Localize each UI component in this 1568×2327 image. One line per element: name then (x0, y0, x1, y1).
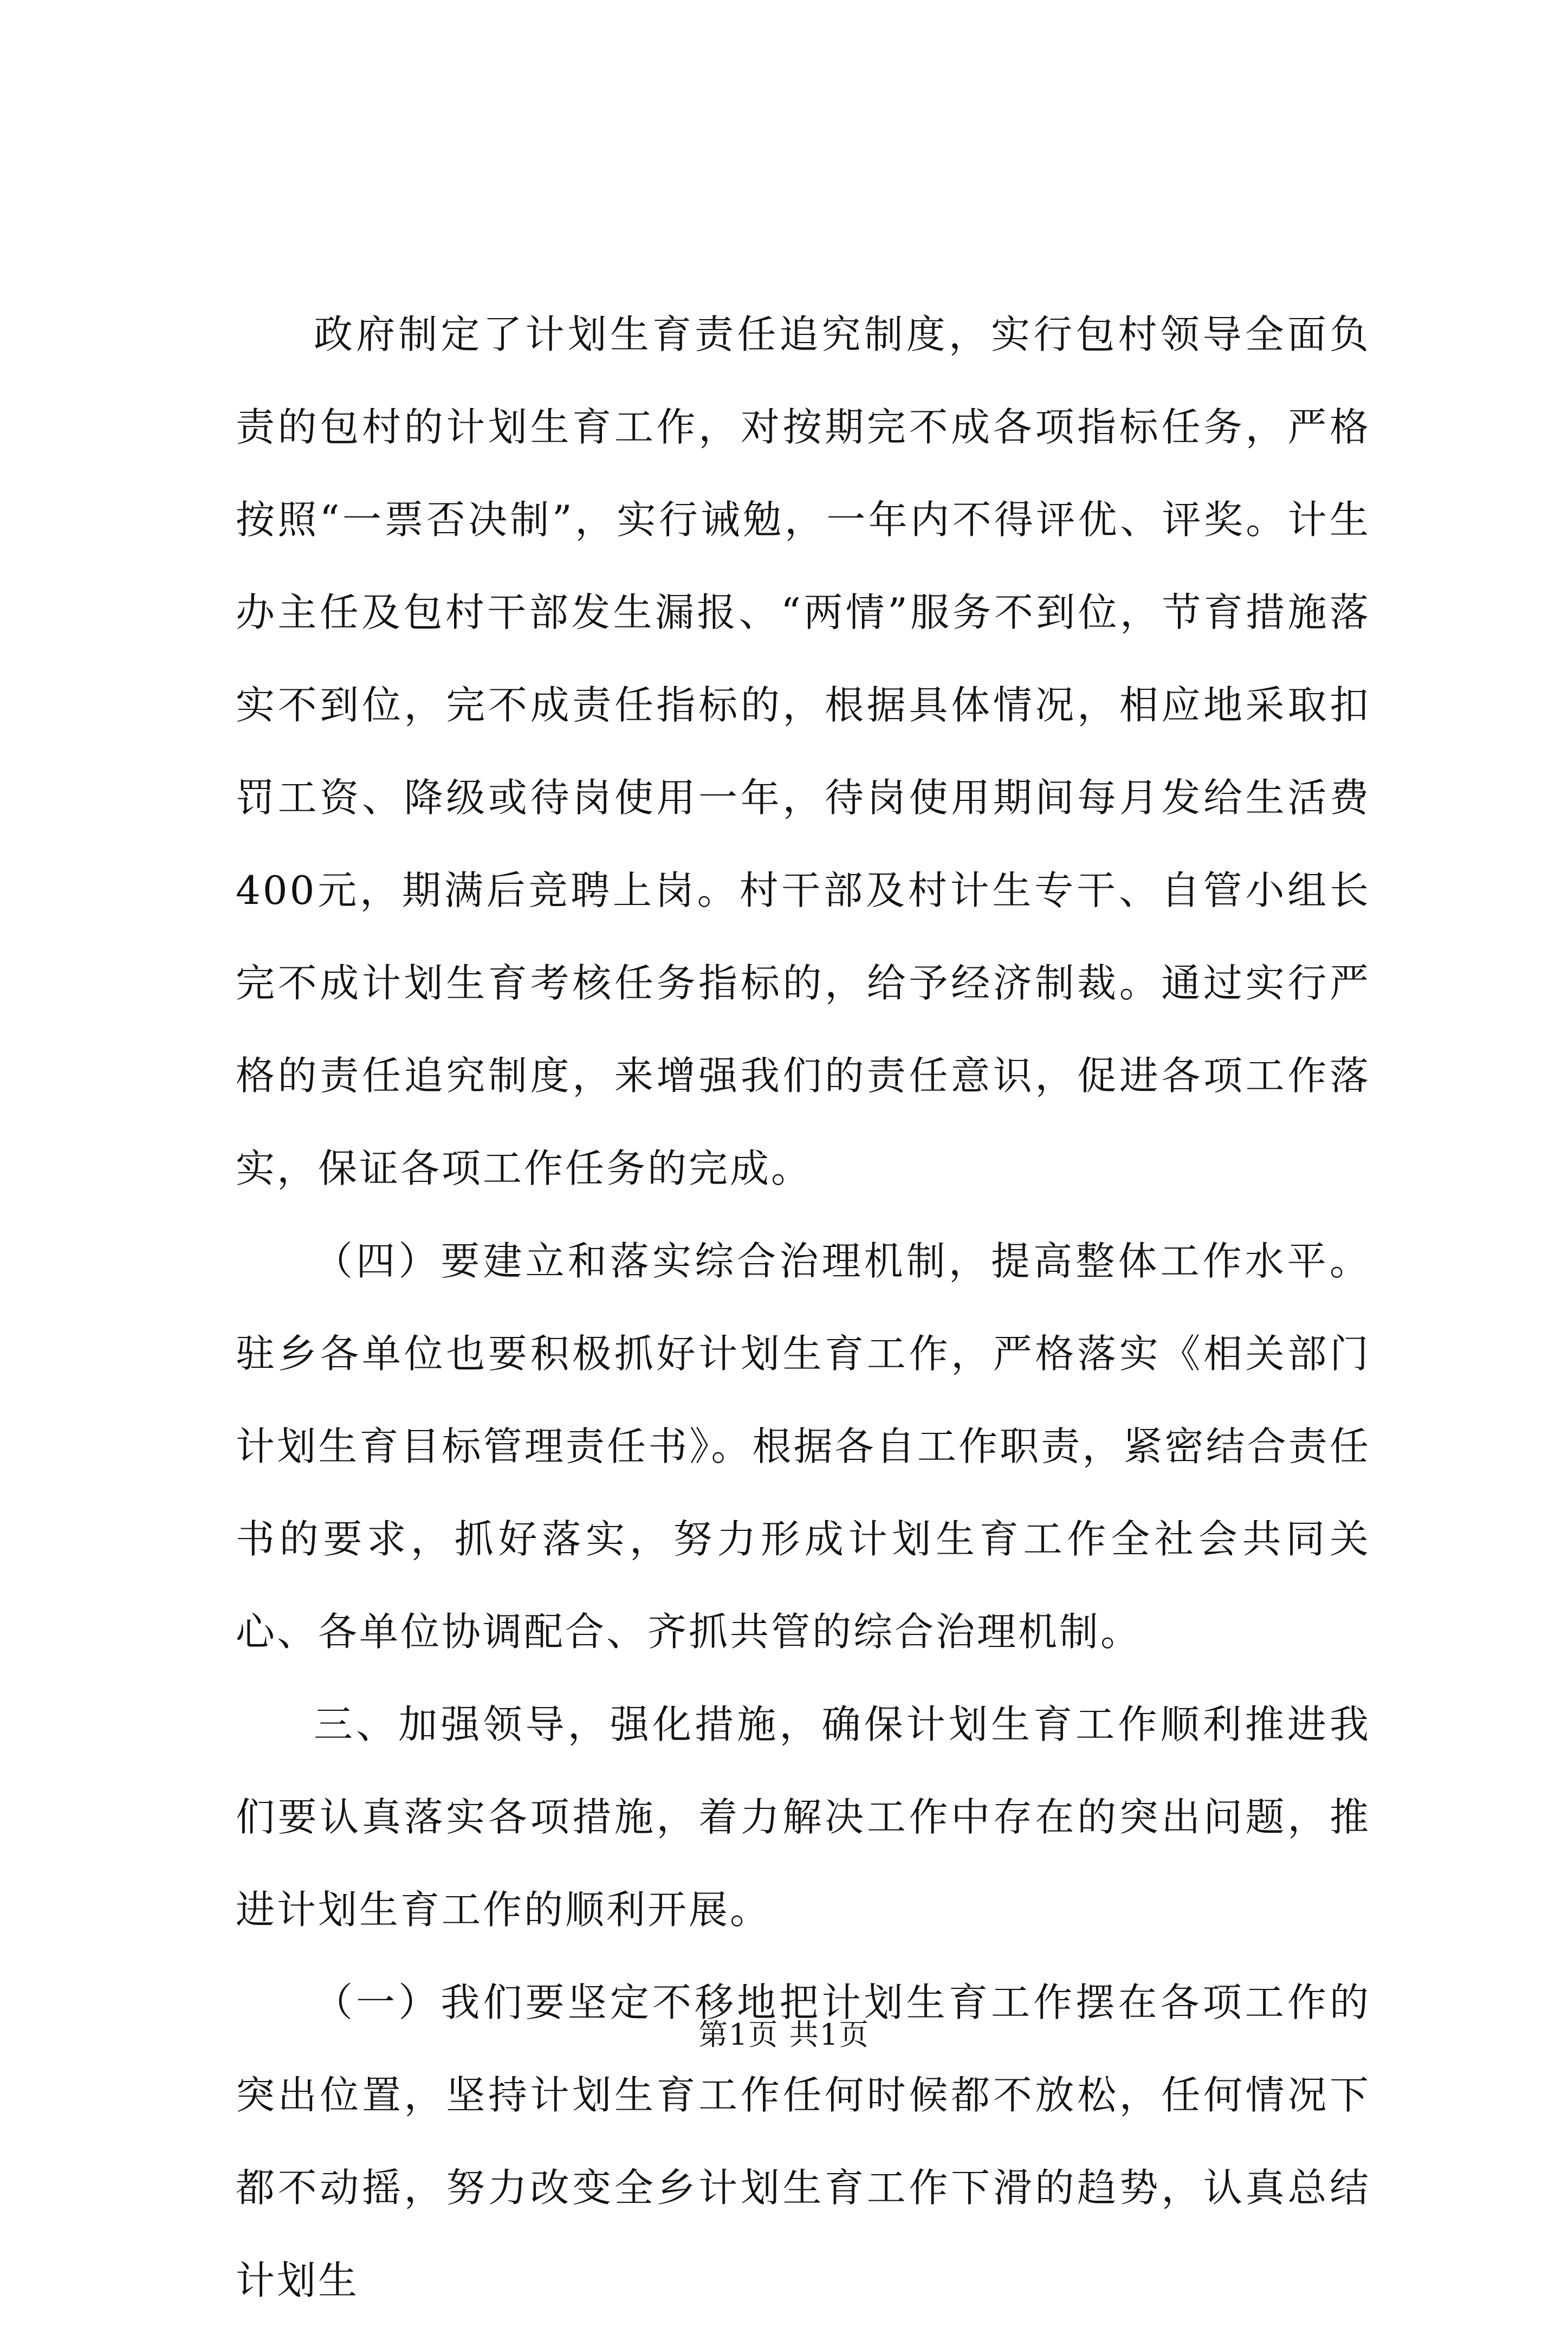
paragraph-responsibility-system: 政府制定了计划生育责任追究制度，实行包村领导全面负责的包村的计划生育工作，对按期完不成各项指标任务，严格按照“一票否决制”，实行诫勉，一年内不得评优、评奖。计生办主任及包村干部发生漏报、“两情”服务不到位，节育措施落实不到位，完不成责任指标的，根据具体情况，相应地采取扣罚工资、降级或待岗使用一年，待岗使用期间每月发给生活费400元，期满后竞聘上岗。村干部及村计生专干、自管小组长完不成计划生育考核任务指标的，给予经济制裁。通过实行严格的责任追究制度，来增强我们的责任意识，促进各项工作落实，保证各项工作任务的完成。 (236, 312, 1371, 1191)
page-number-footer: 第1页 共1页 (698, 2018, 870, 2052)
paragraph-item-one: （一）我们要坚定不移地把计划生育工作摆在各项工作的突出位置，坚持计划生育工作任何时候都不放松，任何情况下都不动摇，努力改变全乡计划生育工作下滑的趋势，认真总结计划生 (236, 1980, 1371, 2303)
paragraph-section-three: 三、加强领导，强化措施，确保计划生育工作顺利推进我们要认真落实各项措施，着力解决工作中存在的突出问题，推进计划生育工作的顺利开展。 (236, 1702, 1371, 1932)
paragraph-comprehensive-governance: （四）要建立和落实综合治理机制，提高整体工作水平。驻乡各单位也要积极抓好计划生育工作，严格落实《相关部门计划生育目标管理责任书》。根据各自工作职责，紧密结合责任书的要求，抓好落实，努力形成计划生育工作全社会共同关心、各单位协调配合、齐抓共管的综合治理机制。 (236, 1238, 1371, 1654)
